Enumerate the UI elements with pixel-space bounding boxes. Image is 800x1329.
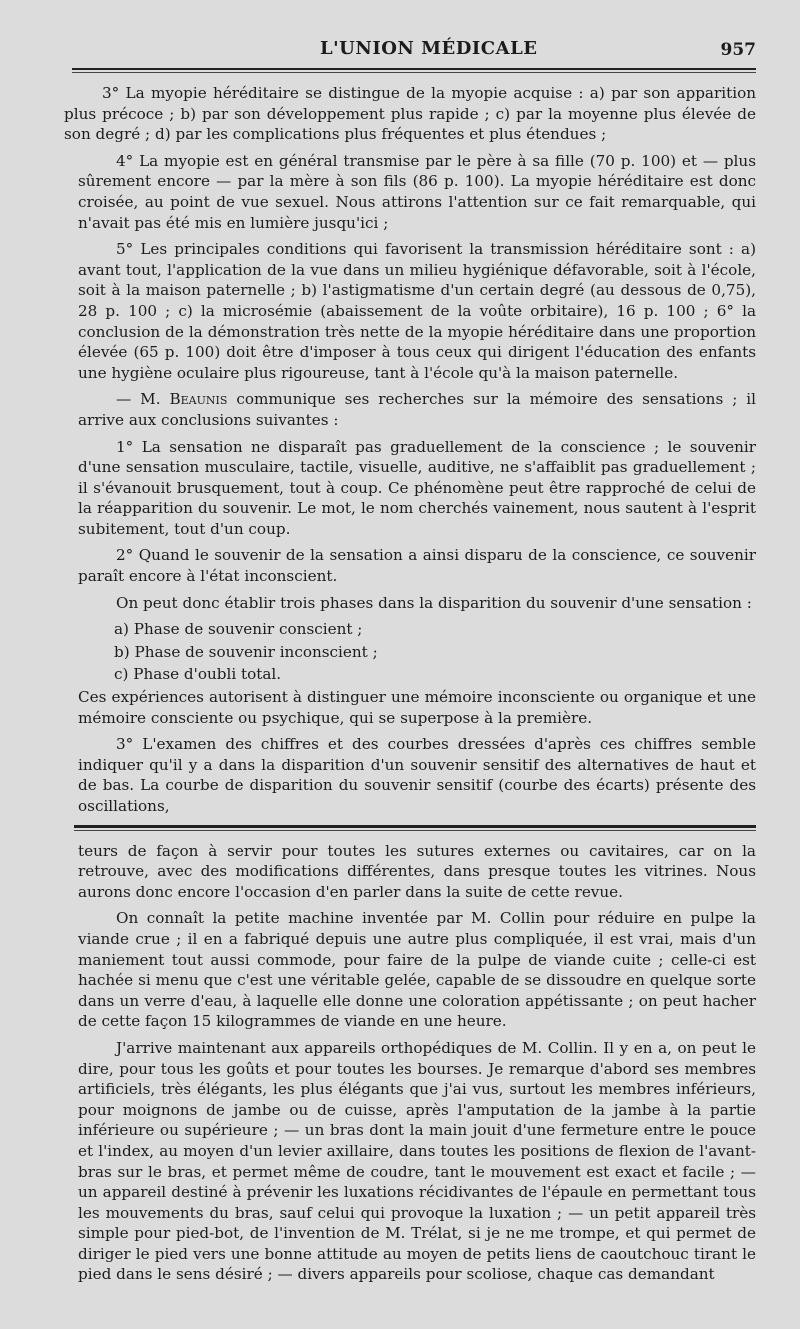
running-head [78, 38, 756, 68]
section-rule [74, 825, 756, 828]
list-item: a) Phase de souvenir conscient ; [114, 620, 363, 639]
paragraph-beaunis [78, 389, 756, 430]
paragraph: On peut donc établir trois phases dans la disparition du souvenir d'une sensation : [116, 593, 752, 612]
paragraph: 1° La sensation ne disparaît pas graduellement de la conscience ; le souvenir d'une sensation musculaire, tactile, visuelle, auditive, ne s'affaiblit pas graduellement ; il s'évanouit brusquement, tout à coup. Ce phénomène peut être rapproché de celui de la réapparition du souvenir. Le mot, le nom cherchés vainement, nous sautent à l'esprit subitement, tout d'un coup. [78, 437, 756, 538]
section-rule-thin [74, 830, 756, 831]
header-rule [72, 68, 756, 70]
paragraph: Ces expériences autorisent à distinguer une mémoire inconsciente ou organique et une mémoire consciente ou psychique, qui se superpose à la première. [78, 688, 756, 727]
list-item: c) Phase d'oubli total. [114, 665, 282, 684]
page-number: 957 [720, 40, 756, 60]
journal-title: L'UNION MÉDICALE [320, 38, 538, 59]
paragraph: J'arrive maintenant aux appareils orthopédiques de M. Collin. Il y en a, on peut le dire, pour tous les goûts et pour toutes les bourses. Je remarque d'abord ses membres artificiels, très élégants, les plus élégants que j'ai vus, surtout les membres inférieurs, pour moignons de jambe ou de cuisse, après l'amputation de la jambe à la partie inférieure ou supérieure ; — un bras dont la main jouit d'une fermeture entre le pouce et l'index, au moyen d'un levier axillaire, dans toutes les positions de flexion de l'avant-bras sur le bras, et permet même de coudre, tant le mouvement est exact et facile ; — un appareil destiné à prévenir les luxations récidivantes de l'épaule en permettant tous les mouvements du bras, sauf celui qui provoque la luxation ; — un petit appareil très simple pour pied-bot, de l'invention de M. Trélat, si je ne me trompe, et qui permet de diriger le pied vers une bonne attitude au moyen de petits liens de caoutchouc tirant le pied dans le sens désiré ; — divers appareils pour scoliose, chaque cas demandant [78, 1038, 756, 1284]
paragraph-text: communique ses recherches sur la mémoire des sensations ; il arrive aux conclusions suivantes : [78, 390, 756, 429]
paragraph: 5° Les principales conditions qui favorisent la transmission héréditaire sont : a) avant tout, l'application de la vue dans un milieu hygiénique défavorable, soit à l'école, soit à la maison paternelle ; b) l'astigmatisme d'un certain degré (au dessous de 0,75), 28 p. 100 ; c) la microsémie (abaissement de la voûte orbitaire), 16 p. 100 ; 6° la conclusion de la démonstration très nette de la myopie héréditaire dans une proportion élevée (65 p. 100) doit être d'imposer à tous ceux qui dirigent l'éducation des enfants une hygiène oculaire plus rigoureuse, tant à l'école qu'à la maison paternelle. [78, 240, 756, 382]
paragraph: On connaît la petite machine inventée par M. Collin pour réduire en pulpe la viande crue ; il en a fabriqué depuis une autre plus compliquée, il est vrai, mais d'un maniement tout aussi commode, pour faire de la pulpe de viande cuite ; celle-ci est hachée si menu que c'est une véritable gelée, capable de se dissoudre en quelque sorte dans un verre d'eau, à laquelle elle donne une coloration appétissante ; on peut hacher de cette façon 15 kilogrammes de viande en une heure. [78, 909, 756, 1031]
paragraph: 2° Quand le souvenir de la sensation a ainsi disparu de la conscience, ce souvenir paraît encore à l'état inconscient. [78, 546, 756, 586]
paragraph: 3° L'examen des chiffres et des courbes dressées d'après ces chiffres semble indiquer qu'il y a dans la disparition d'un souvenir sensitif des alternatives de haut et de bas. La courbe de disparition du souvenir sensitif (courbe des écarts) présente des oscillations, [78, 735, 756, 815]
paragraph: 4° La myopie est en général transmise par le père à sa fille (70 p. 100) et — plus sûrement encore — par la mère à son fils (86 p. 100). La myopie héréditaire est donc croisée, au point de vue sexuel. Nous attirons l'attention sur ce fait remarquable, qui n'avait pas été mis en lumière jusqu'ici ; [78, 151, 756, 232]
author-name: Beaunis [169, 390, 228, 409]
upper-column [64, 83, 756, 817]
header-rule-thin [72, 72, 756, 73]
list-item: b) Phase de souvenir inconscient ; [114, 642, 378, 661]
dash-lead: — M. [116, 390, 170, 409]
paragraph: teurs de façon à servir pour toutes les sutures externes ou cavitaires, car on la retrouve, avec des modifications différentes, dans presque toutes les vitrines. Nous aurons donc encore l'occasion d'en parler dans la suite de cette revue. [78, 841, 756, 901]
paragraph: 3° La myopie héréditaire se distingue de la myopie acquise : a) par son apparition plus précoce ; b) par son développement plus rapide ; c) par la moyenne plus élevée de son degré ; d) par les complications plus fréquentes et plus étendues ; [64, 84, 756, 144]
phase-list [78, 619, 756, 685]
lower-column [78, 841, 756, 1285]
